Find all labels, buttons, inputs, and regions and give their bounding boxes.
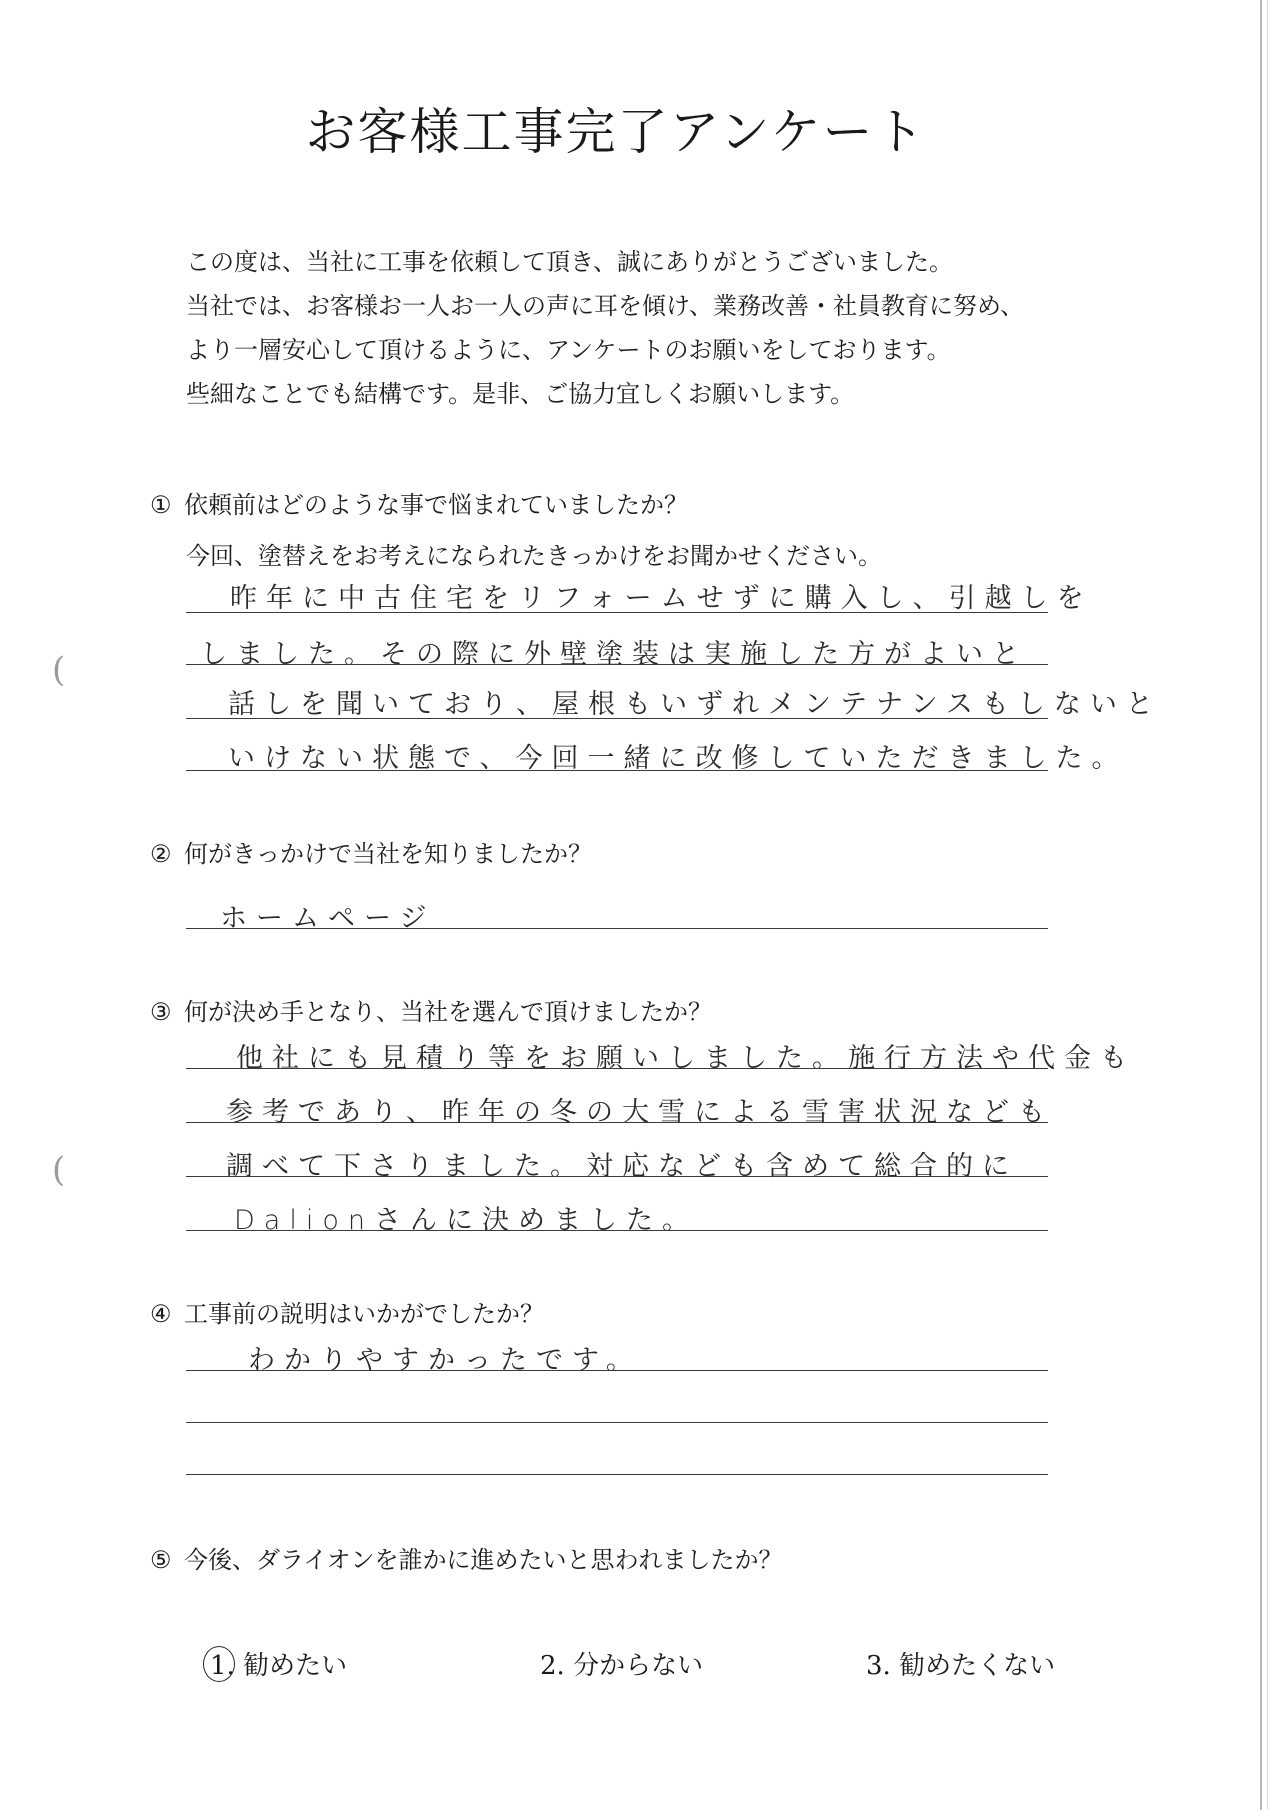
answer-rule xyxy=(186,1474,1048,1475)
handwritten-answer-line: わかりやすかったです。 xyxy=(248,1345,642,1376)
answer-rule xyxy=(186,612,1048,613)
question-text: 依頼前はどのような事で悩まれていましたか？ xyxy=(184,491,688,519)
handwritten-answer-line: 昨年に中古住宅をリフォームせずに購入し、引越しを xyxy=(230,583,1093,614)
question-text: 工事前の説明はいかがでしたか？ xyxy=(184,1300,544,1328)
option-unsure: 2. 分からない xyxy=(540,1651,704,1681)
scan-edge xyxy=(1260,0,1262,1810)
handwritten-answer-line: 参考であり、昨年の冬の大雪による雪害状況なども xyxy=(226,1097,1054,1128)
punch-hole-mark: ( xyxy=(52,650,66,690)
handwritten-answer-line: 調べて下さりました。対応なども含めて総合的に xyxy=(226,1151,1018,1182)
question-2 xyxy=(150,836,592,872)
handwritten-answer-line: ホームページ xyxy=(220,903,436,934)
punch-hole-mark: ( xyxy=(52,1150,66,1190)
question-text: 今後、ダライオンを誰かに進めたいと思われましたか？ xyxy=(184,1546,783,1574)
answer-rule xyxy=(186,664,1048,665)
handwritten-answer-line: いけない状態で、今回一緒に改修していただきました。 xyxy=(228,743,1128,774)
option-not-recommend: 3. 勧めたくない xyxy=(866,1651,1056,1681)
intro-text xyxy=(186,240,1106,416)
handwritten-answer-line: 他社にも見積り等をお願いしました。施行方法や代金も xyxy=(236,1043,1136,1074)
question-3 xyxy=(150,994,712,1030)
answer-rule xyxy=(186,770,1048,771)
question-4 xyxy=(150,1296,544,1332)
intro-line: 当社では、お客様お一人お一人の声に耳を傾け、業務改善・社員教育に努め、 xyxy=(186,292,1025,320)
question-5 xyxy=(150,1542,783,1578)
question-number: ① xyxy=(150,491,172,519)
question-number: ⑤ xyxy=(150,1546,172,1574)
question-text: 何がきっかけで当社を知りましたか？ xyxy=(184,840,592,868)
handwritten-answer-line: Dalionさんに決めました。 xyxy=(234,1205,698,1236)
intro-line: この度は、当社に工事を依頼して頂き、誠にありがとうございました。 xyxy=(186,248,954,276)
handwritten-answer-line: 話しを聞いており、屋根もいずれメンテナンスもしないと xyxy=(228,689,1162,720)
question-number: ④ xyxy=(150,1300,172,1328)
question-number: ② xyxy=(150,840,172,868)
answer-rule xyxy=(186,1122,1048,1123)
question-text: 何が決め手となり、当社を選んで頂けましたか？ xyxy=(184,998,712,1026)
answer-rule xyxy=(186,1176,1048,1177)
question-1 xyxy=(150,487,688,523)
answer-rule xyxy=(186,1370,1048,1371)
answer-rule xyxy=(186,1068,1048,1069)
answer-rule xyxy=(186,1230,1048,1231)
answer-rule xyxy=(186,928,1048,929)
answer-rule xyxy=(186,718,1048,719)
intro-line: 些細なことでも結構です。是非、ご協力宜しくお願いします。 xyxy=(186,380,855,408)
answer-rule xyxy=(186,1422,1048,1423)
question-1-sub: 今回、塗替えをお考えになられたきっかけをお聞かせください。 xyxy=(186,542,882,570)
intro-line: より一層安心して頂けるように、アンケートのお願いをしております。 xyxy=(186,336,951,364)
option-recommend: 1. 勧めたい xyxy=(210,1651,348,1681)
scan-edge-faint xyxy=(1267,0,1268,1810)
handwritten-answer-line: しました。その際に外壁塗装は実施した方がよいと xyxy=(200,639,1028,670)
page-title: お客様工事完了アンケート xyxy=(305,103,927,161)
question-number: ③ xyxy=(150,998,172,1026)
